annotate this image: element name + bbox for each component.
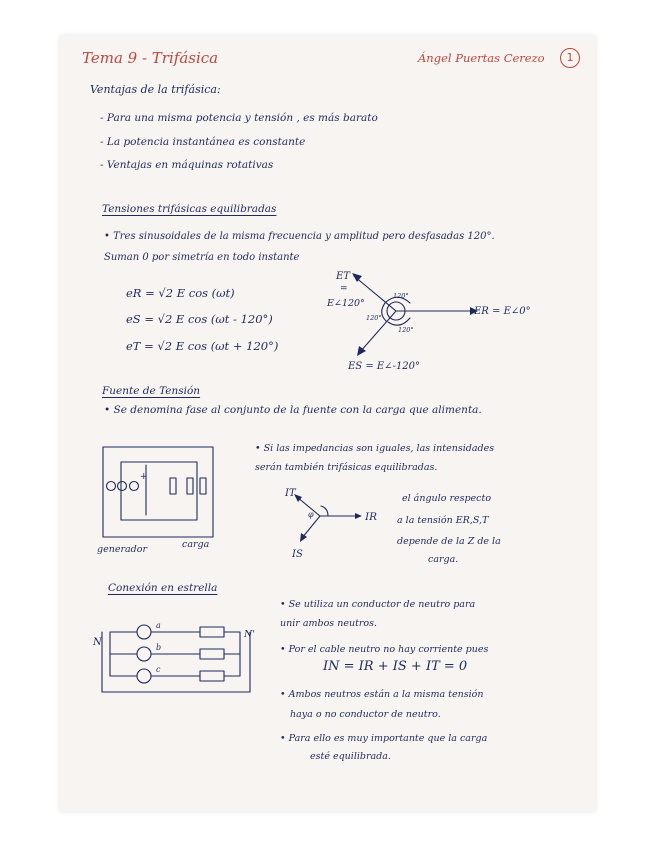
angle-note-line2: a la tensión ER,S,T [397, 515, 489, 526]
angle-note-line1: el ángulo respecto [402, 493, 492, 504]
source-plus-sign: + [140, 472, 148, 482]
star-node-n: N [93, 637, 102, 648]
ventajas-item-1: - Para una misma potencia y tensión , es más barato [100, 112, 378, 124]
fuente-note-line1: • Si las impedancias son iguales, las intensidades [255, 443, 495, 454]
phasor-angle-top: 120° [393, 292, 409, 300]
fuente-note-line2: serán también trifásicas equilibradas. [255, 462, 438, 473]
fuente-bullet: • Se denomina fase al conjunto de la fuente con la carga que alimenta. [104, 404, 482, 416]
page-number: 1 [560, 48, 580, 68]
star-load-a-icon [200, 627, 224, 637]
star-source-c-icon [137, 669, 151, 683]
estrella-bullet-4-cont: esté equilibrada. [310, 751, 391, 762]
tensiones-heading: Tensiones trifásicas equilibradas [102, 203, 277, 215]
estrella-bullet-4: • Para ello es muy importante que la carga [280, 733, 488, 744]
star-source-b-icon [137, 647, 151, 661]
generator-label: generador [97, 544, 147, 555]
estrella-bullet-1: • Se utiliza un conductor de neutro para [280, 599, 476, 610]
tensiones-bullet-line1: • Tres sinusoidales de la misma frecuencia y amplitud pero desfasadas 120°. [104, 231, 495, 242]
estrella-bullet-3: • Ambos neutros están a la misma tensión [280, 689, 484, 700]
tensiones-bullet-line2: Suman 0 por simetría en todo instante [104, 252, 300, 263]
ventajas-item-2: - La potencia instantánea es constante [100, 136, 306, 148]
equation-et: eT = √2 E cos (ωt + 120°) [126, 339, 279, 353]
phasor-et-value: E∠120° [327, 298, 365, 309]
neutral-current-equation: IN = IR + IS + IT = 0 [323, 659, 468, 674]
fuente-heading: Fuente de Tensión [102, 385, 201, 397]
current-it-label: IT [285, 488, 296, 499]
page-title: Tema 9 - Trifásica [82, 49, 219, 67]
estrella-bullet-3-cont: haya o no conductor de neutro. [290, 709, 441, 720]
phasor-angle-left: 120° [366, 314, 382, 322]
equation-es: eS = √2 E cos (ωt - 120°) [126, 312, 273, 326]
phi-label: φ [308, 510, 314, 519]
current-is-label: IS [292, 549, 303, 560]
star-node-n-prime: N' [244, 629, 255, 640]
phasor-et-label: ET [336, 271, 350, 282]
star-phase-a: a [156, 621, 161, 630]
star-phase-c: c [156, 665, 161, 674]
ventajas-heading: Ventajas de la trifásica: [90, 83, 221, 96]
equation-er: eR = √2 E cos (ωt) [126, 286, 235, 300]
star-phase-b: b [156, 643, 162, 652]
star-load-b-icon [200, 649, 224, 659]
estrella-bullet-1-cont: unir ambos neutros. [280, 618, 378, 629]
estrella-heading: Conexión en estrella [108, 582, 218, 594]
estrella-bullet-2: • Por el cable neutro no hay corriente pues [280, 644, 489, 655]
star-source-a-icon [137, 625, 151, 639]
load-label: carga [182, 539, 210, 550]
phasor-er-label: ER = E∠0° [474, 306, 531, 317]
angle-note-line4: carga. [428, 554, 459, 565]
phasor-es-label: ES = E∠-120° [348, 361, 421, 372]
current-ir-label: IR [365, 511, 378, 523]
ventajas-item-3: - Ventajas en máquinas rotativas [100, 159, 274, 171]
star-load-c-icon [200, 671, 224, 681]
angle-note-line3: depende de la Z de la [397, 536, 501, 547]
author-name: Ángel Puertas Cerezo [418, 51, 545, 65]
phasor-angle-bottom: 120° [398, 326, 414, 334]
phasor-et-eq: = [340, 284, 348, 294]
